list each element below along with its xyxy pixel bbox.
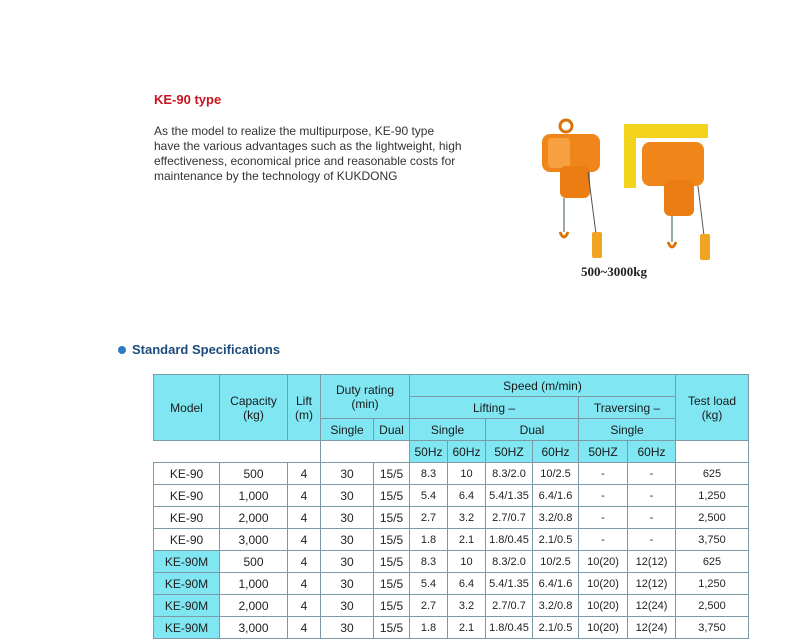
table-cell: 2.7/0.7	[486, 595, 533, 617]
header-traversing-single: Single	[579, 419, 676, 441]
model-cell: KE-90	[154, 529, 220, 551]
table-cell: 2.1/0.5	[533, 529, 579, 551]
table-cell: 6.4/1.6	[533, 573, 579, 595]
header-hz: 50HZ	[579, 441, 628, 463]
model-cell: KE-90	[154, 463, 220, 485]
table-cell: 10	[448, 551, 486, 573]
hoist-product-image	[530, 114, 720, 284]
table-cell: 5.4/1.35	[486, 573, 533, 595]
table-cell: 1.8/0.45	[486, 617, 533, 639]
model-cell: KE-90	[154, 485, 220, 507]
table-cell: 30	[321, 463, 374, 485]
model-cell: KE-90M	[154, 551, 220, 573]
table-cell: 10(20)	[579, 617, 628, 639]
table-cell: 4	[288, 485, 321, 507]
table-cell: 12(12)	[628, 551, 676, 573]
table-cell: 1,250	[676, 485, 749, 507]
table-cell: 3.2	[448, 595, 486, 617]
table-cell: 1.8/0.45	[486, 529, 533, 551]
table-row	[154, 529, 749, 551]
table-cell: 2.1/0.5	[533, 617, 579, 639]
product-title: KE-90 type	[154, 92, 222, 107]
table-cell: 625	[676, 463, 749, 485]
table-cell: 8.3/2.0	[486, 463, 533, 485]
table-cell: 30	[321, 573, 374, 595]
table-cell: -	[579, 529, 628, 551]
table-cell: 8.3	[410, 551, 448, 573]
table-cell: -	[579, 507, 628, 529]
table-body	[154, 463, 749, 639]
table-cell: 3,750	[676, 617, 749, 639]
table-cell: 30	[321, 529, 374, 551]
table-cell: 15/5	[374, 573, 410, 595]
table-cell: 2,000	[220, 595, 288, 617]
section-heading-text: Standard Specifications	[132, 342, 281, 357]
table-cell: 2.7/0.7	[486, 507, 533, 529]
product-description: As the model to realize the multipurpose, KE-90 type have the various advantages such as the lightweight, high effectiveness, economical price and reasonable costs for maintenance by the technology of KUKDONG	[154, 124, 462, 183]
header-duty-dual: Dual	[374, 419, 410, 441]
header-lift: Lift (m)	[288, 375, 321, 441]
header-duty-single: Single	[321, 419, 374, 441]
header-hz: 60Hz	[628, 441, 676, 463]
model-cell: KE-90M	[154, 595, 220, 617]
table-row	[154, 485, 749, 507]
table-cell: 15/5	[374, 617, 410, 639]
table-cell: 1.8	[410, 617, 448, 639]
header-spacer-duty	[321, 441, 410, 463]
table-cell: -	[579, 463, 628, 485]
table-cell: 10(20)	[579, 551, 628, 573]
table-cell: 2,000	[220, 507, 288, 529]
table-cell: 500	[220, 463, 288, 485]
table-cell: 2,500	[676, 507, 749, 529]
header-traversing: Traversing –	[579, 397, 676, 419]
table-cell: 6.4	[448, 485, 486, 507]
header-lifting: Lifting –	[410, 397, 579, 419]
table-cell: 12(12)	[628, 573, 676, 595]
table-cell: 10(20)	[579, 595, 628, 617]
header-lifting-single: Single	[410, 419, 486, 441]
table-cell: 3,000	[220, 617, 288, 639]
table-cell: 500	[220, 551, 288, 573]
header-model: Model	[154, 375, 220, 441]
table-cell: 4	[288, 507, 321, 529]
table-cell: 30	[321, 595, 374, 617]
table-cell: 1,000	[220, 485, 288, 507]
table-cell: 15/5	[374, 507, 410, 529]
table-cell: 5.4	[410, 573, 448, 595]
header-capacity: Capacity (kg)	[220, 375, 288, 441]
table-cell: 10/2.5	[533, 463, 579, 485]
table-cell: 4	[288, 463, 321, 485]
header-lifting-dual: Dual	[486, 419, 579, 441]
model-cell: KE-90M	[154, 617, 220, 639]
table-cell: 3,750	[676, 529, 749, 551]
table-cell: 4	[288, 529, 321, 551]
specifications-table	[153, 374, 749, 639]
table-cell: -	[628, 463, 676, 485]
table-cell: 30	[321, 507, 374, 529]
table-row	[154, 573, 749, 595]
header-hz: 60Hz	[533, 441, 579, 463]
table-row	[154, 463, 749, 485]
table-cell: 3.2	[448, 507, 486, 529]
table-cell: 6.4	[448, 573, 486, 595]
table-row	[154, 595, 749, 617]
table-cell: 30	[321, 485, 374, 507]
table-cell: 15/5	[374, 463, 410, 485]
header-hz: 60Hz	[448, 441, 486, 463]
header-test-load: Test load (kg)	[676, 375, 749, 441]
table-cell: 30	[321, 551, 374, 573]
table-cell: 625	[676, 551, 749, 573]
table-cell: -	[579, 485, 628, 507]
table-cell: 15/5	[374, 595, 410, 617]
table-cell: 30	[321, 617, 374, 639]
table-cell: 2.1	[448, 617, 486, 639]
header-spacer	[154, 441, 321, 463]
table-cell: 15/5	[374, 551, 410, 573]
table-cell: 8.3/2.0	[486, 551, 533, 573]
table-cell: 10	[448, 463, 486, 485]
table-cell: 10/2.5	[533, 551, 579, 573]
header-hz: 50Hz	[410, 441, 448, 463]
table-cell: -	[628, 485, 676, 507]
table-cell: -	[628, 529, 676, 551]
table-row	[154, 617, 749, 639]
section-heading	[118, 342, 280, 357]
table-row	[154, 507, 749, 529]
header-duty-rating: Duty rating (min)	[321, 375, 410, 419]
table-cell: 6.4/1.6	[533, 485, 579, 507]
model-cell: KE-90M	[154, 573, 220, 595]
table-row	[154, 551, 749, 573]
header-hz: 50HZ	[486, 441, 533, 463]
table-cell: 8.3	[410, 463, 448, 485]
table-cell: -	[628, 507, 676, 529]
table-cell: 15/5	[374, 485, 410, 507]
table-cell: 3.2/0.8	[533, 595, 579, 617]
table-cell: 1,000	[220, 573, 288, 595]
table-cell: 5.4	[410, 485, 448, 507]
header-speed: Speed (m/min)	[410, 375, 676, 397]
table-cell: 4	[288, 551, 321, 573]
table-cell: 3,000	[220, 529, 288, 551]
table-cell: 2,500	[676, 595, 749, 617]
model-cell: KE-90	[154, 507, 220, 529]
table-cell: 10(20)	[579, 573, 628, 595]
table-cell: 4	[288, 573, 321, 595]
table-cell: 4	[288, 595, 321, 617]
table-cell: 1,250	[676, 573, 749, 595]
table-cell: 3.2/0.8	[533, 507, 579, 529]
table-cell: 15/5	[374, 529, 410, 551]
header-spacer-test	[676, 441, 749, 463]
image-caption: 500~3000kg	[581, 264, 647, 279]
table-cell: 1.8	[410, 529, 448, 551]
table-cell: 5.4/1.35	[486, 485, 533, 507]
table-cell: 12(24)	[628, 617, 676, 639]
table-cell: 4	[288, 617, 321, 639]
table-cell: 2.7	[410, 595, 448, 617]
bullet-icon	[118, 346, 126, 354]
table-cell: 12(24)	[628, 595, 676, 617]
table-cell: 2.7	[410, 507, 448, 529]
table-cell: 2.1	[448, 529, 486, 551]
